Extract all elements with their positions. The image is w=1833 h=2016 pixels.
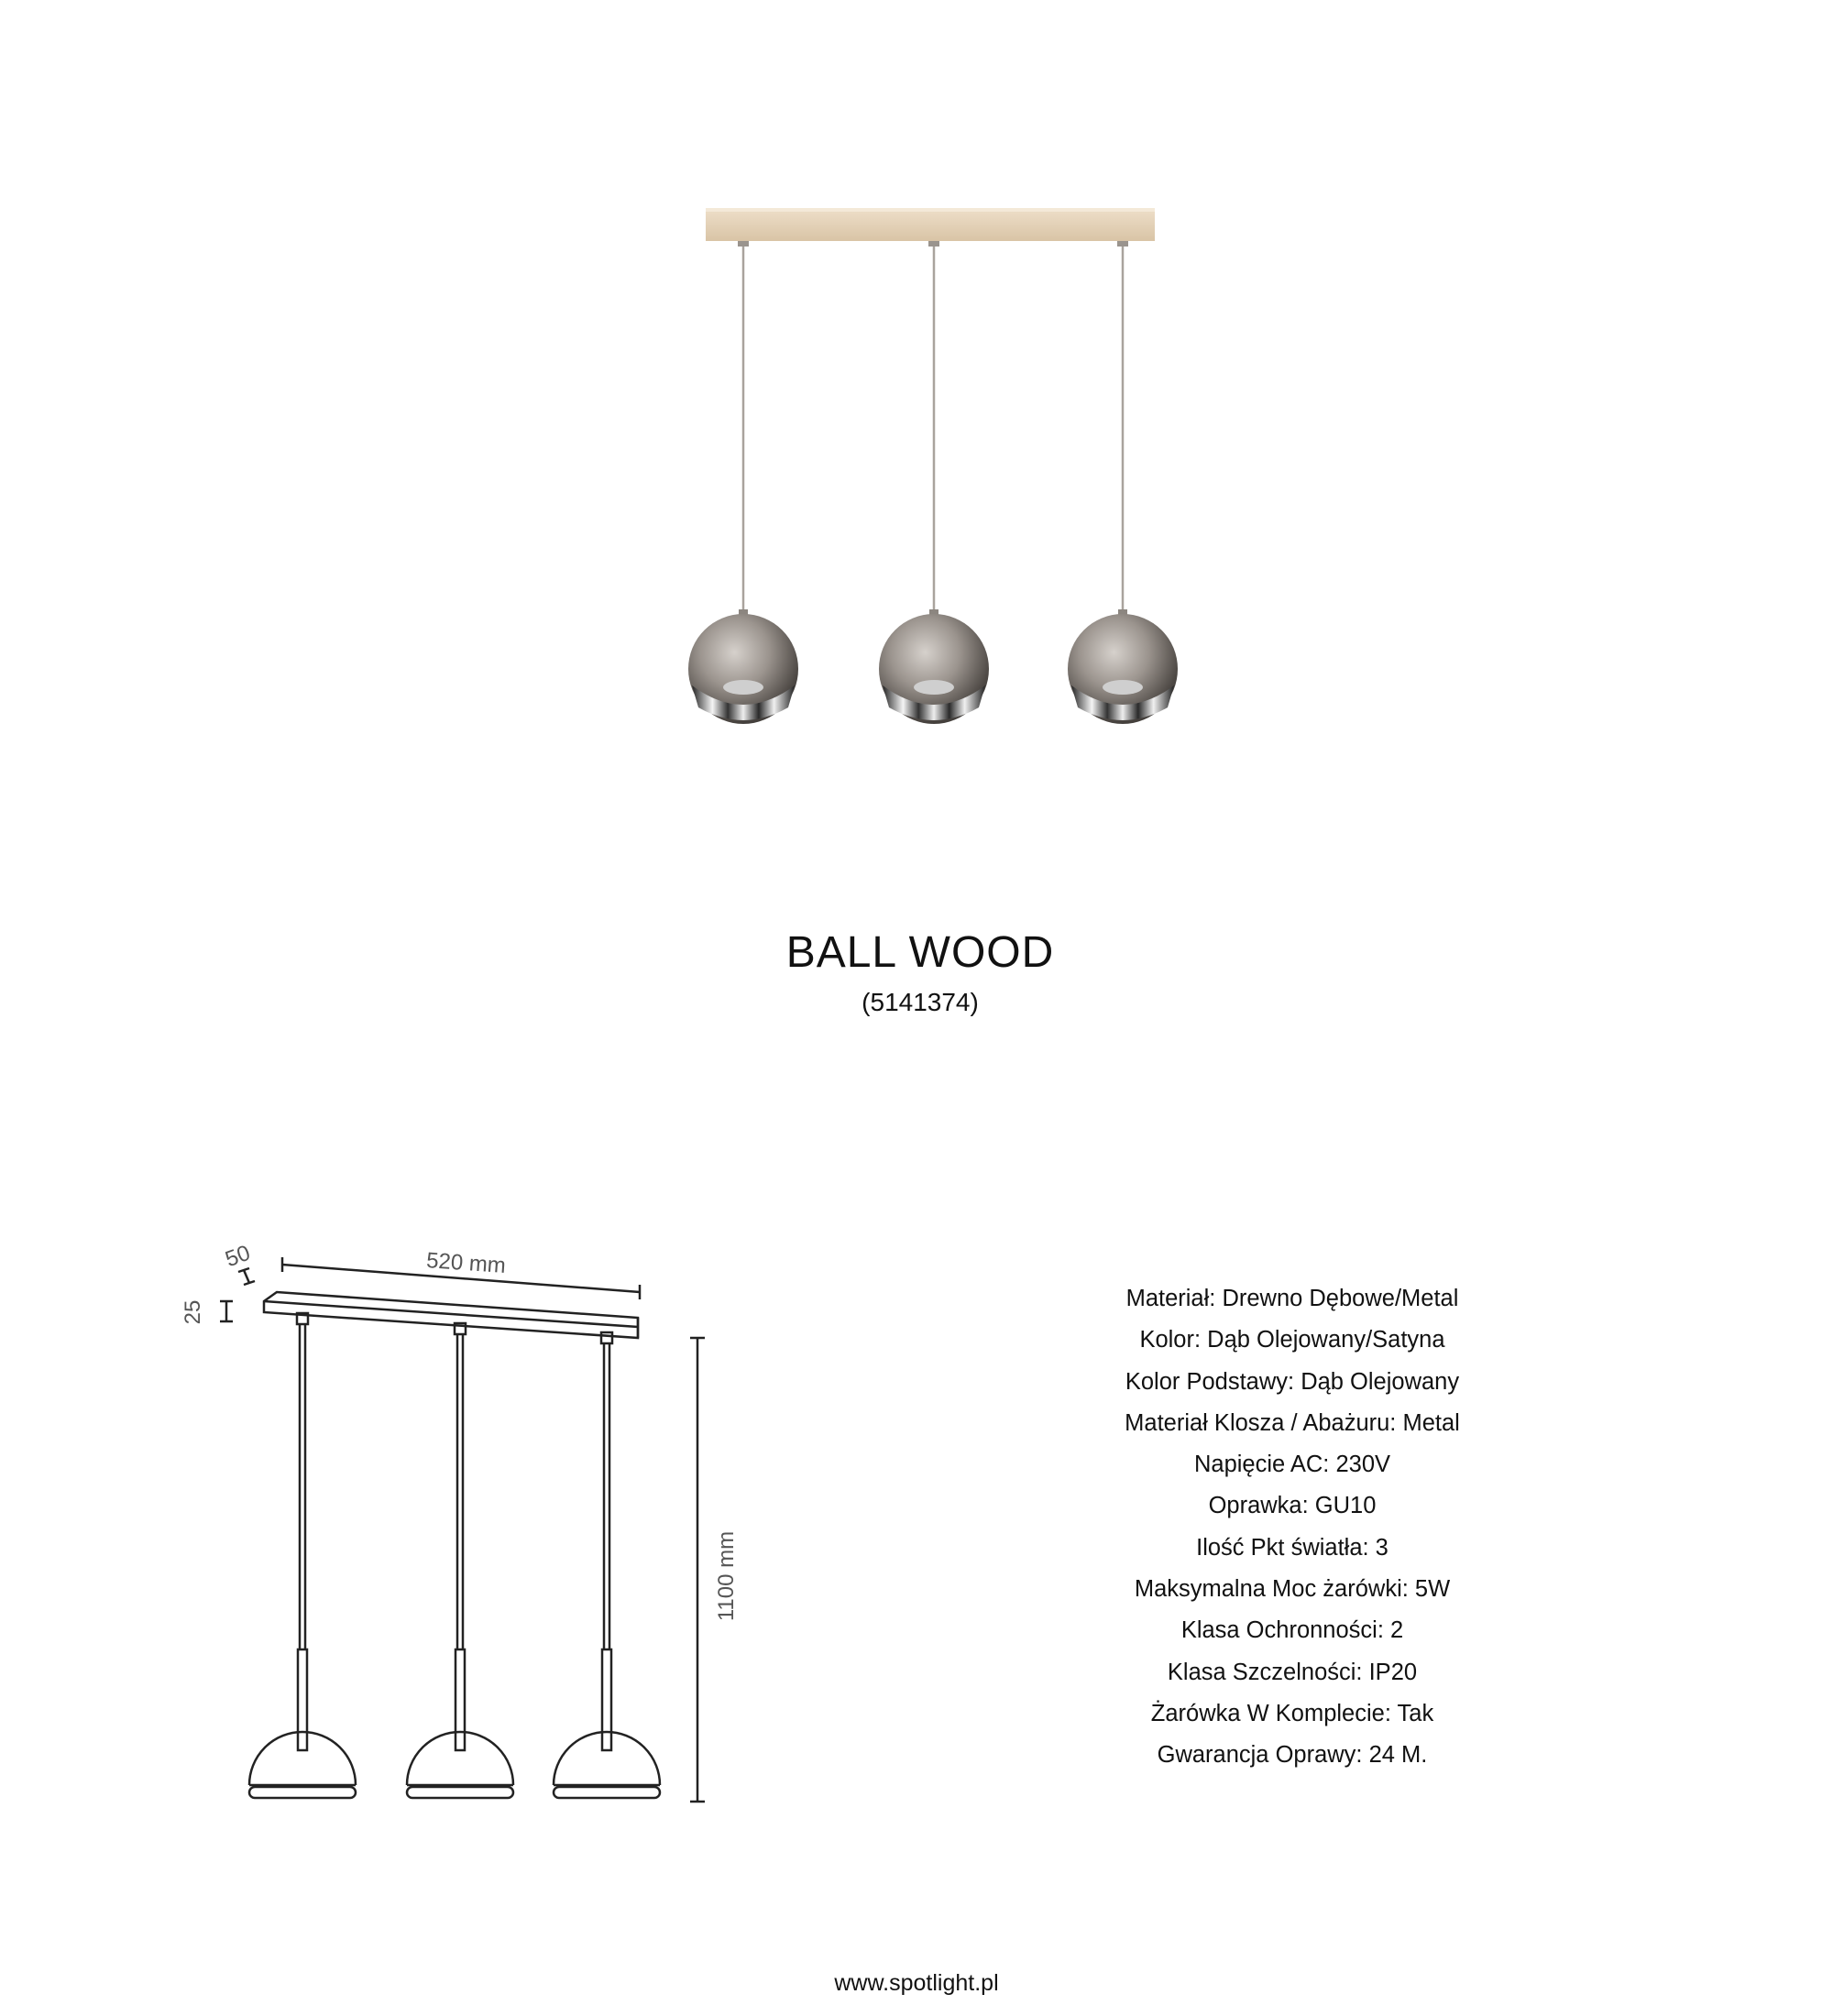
spec-ip-rating: Klasa Szczelności: IP20 — [1167, 1659, 1418, 1685]
drawing-pendant-left — [249, 1313, 356, 1798]
height-label: 1100 mm — [714, 1530, 739, 1622]
drawing-pendants — [249, 1313, 660, 1798]
title-block — [0, 926, 1833, 1021]
spec-color: Kolor: Dąb Olejowany/Satyna — [1139, 1327, 1445, 1353]
spec-list — [1008, 1278, 1576, 1777]
base-height-marker — [220, 1301, 233, 1321]
height-dimension-line — [690, 1338, 705, 1802]
product-title: BALL WOOD — [785, 928, 1055, 977]
spec-bulb-included: Żarówka W Komplecie: Tak — [1150, 1700, 1434, 1726]
website-link[interactable]: www.spotlight.pl — [834, 1970, 999, 1996]
spec-shade-material: Materiał Klosza / Abażuru: Metal — [1125, 1409, 1460, 1436]
pendant-left — [688, 241, 798, 724]
product-photo — [642, 183, 1210, 733]
drawing-bar — [264, 1292, 638, 1338]
drawing-pendant-center — [407, 1323, 513, 1798]
depth-label: 50 — [222, 1240, 254, 1273]
spec-voltage: Napięcie AC: 230V — [1193, 1452, 1391, 1478]
wooden-ceiling-bar — [706, 208, 1155, 241]
width-label: 520 mm — [425, 1248, 507, 1279]
product-code: (5141374) — [862, 988, 979, 1016]
spec-base-color: Kolor Podstawy: Dąb Olejowany — [1125, 1368, 1460, 1395]
pendant-right — [1068, 241, 1178, 724]
spec-light-points: Ilość Pkt światła: 3 — [1196, 1534, 1388, 1561]
spec-protection-class: Klasa Ochronności: 2 — [1180, 1617, 1404, 1644]
spec-socket: Oprawka: GU10 — [1208, 1493, 1377, 1519]
base-height-label: 25 — [181, 1299, 205, 1325]
depth-marker — [238, 1268, 255, 1285]
pendant-center — [879, 241, 989, 724]
spec-warranty: Gwarancja Oprawy: 24 M. — [1157, 1742, 1428, 1769]
spec-material: Materiał: Drewno Dębowe/Metal — [1125, 1286, 1459, 1311]
spec-max-power: Maksymalna Moc żarówki: 5W — [1134, 1576, 1451, 1603]
drawing-pendant-right — [554, 1332, 660, 1798]
technical-drawing — [174, 1210, 761, 1814]
